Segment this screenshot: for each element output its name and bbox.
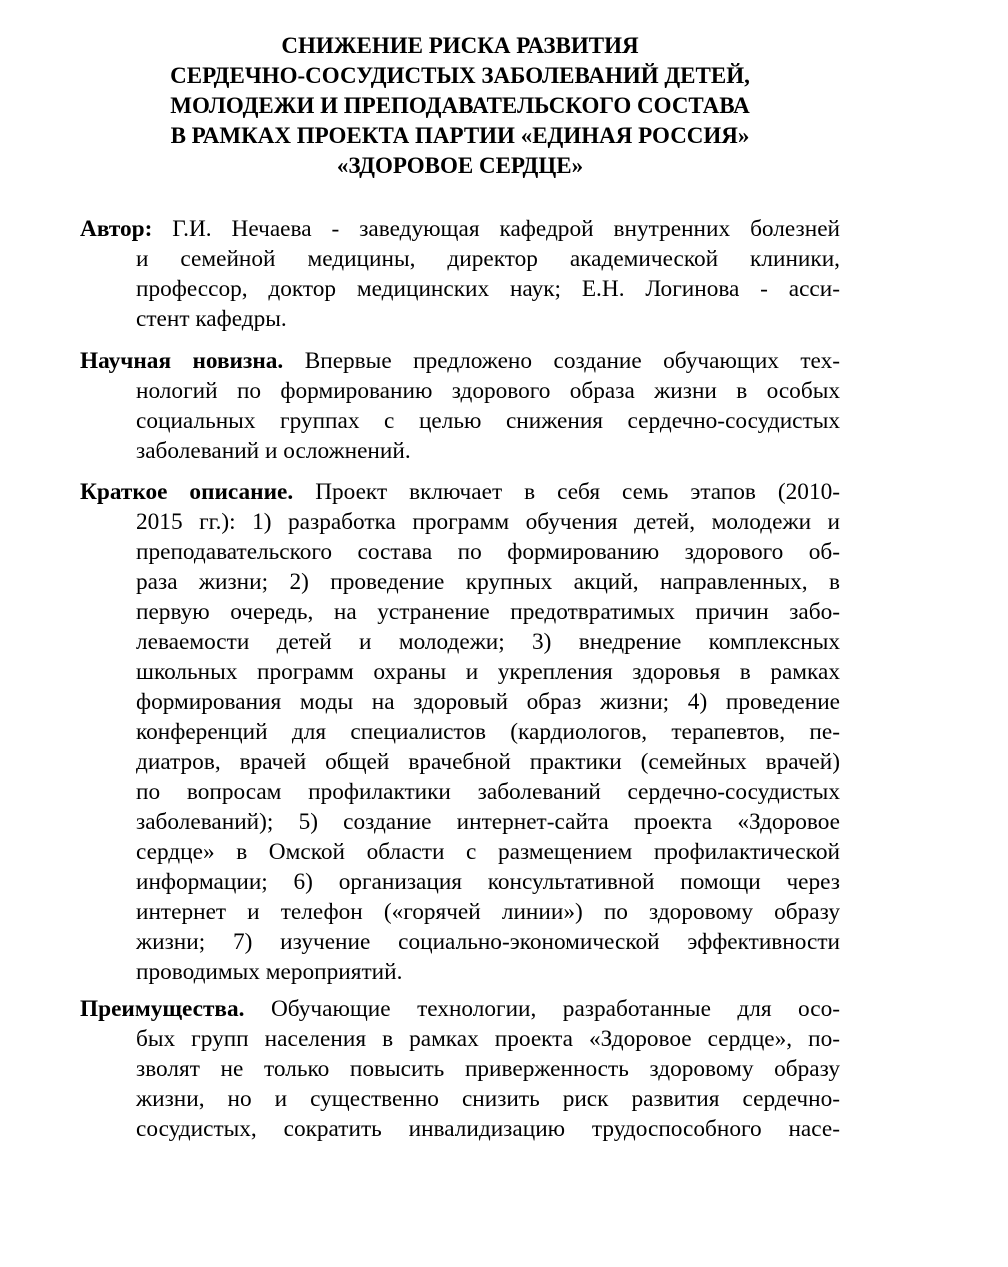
section-line: первую очередь, на устранение предотвратимых причин забо- (136, 599, 840, 625)
section-text: Впервые предложено создание обучающих тех- (304, 348, 840, 374)
section-text: Проект включает в себя семь этапов (2010- (315, 479, 840, 505)
section-line: сердце» в Омской области с размещением профилактической (136, 839, 840, 865)
title-line: В РАМКАХ ПРОЕКТА ПАРТИИ «ЕДИНАЯ РОССИЯ» (170, 123, 750, 148)
title-line: «ЗДОРОВОЕ СЕРДЦЕ» (336, 153, 584, 178)
section-line: бых групп населения в рамках проекта «Здоровое сердце», по- (136, 1026, 840, 1052)
section-line: стент кафедры. (136, 306, 287, 332)
novelty-section (80, 346, 840, 466)
section-label: Преимущества. (80, 996, 245, 1022)
section-line: сосудистых, сократить инвалидизацию трудоспособного насе- (136, 1116, 840, 1142)
section-line: школьных программ охраны и укрепления здоровья в рамках (136, 659, 840, 685)
summary-section (80, 477, 840, 987)
section-line: профессор, доктор медицинских наук; Е.Н. Логинова - асси- (136, 276, 840, 302)
section-line: социальных группах с целью снижения сердечно-сосудистых (136, 408, 840, 434)
section-first-line (80, 994, 840, 1024)
document-title (80, 31, 840, 181)
section-line: интернет и телефон («горячей линии») по здоровому образу (136, 899, 840, 925)
section-line: преподавательского состава по формированию здорового об- (136, 539, 840, 565)
section-line: и семейной медицины, директор академической клиники, (136, 246, 840, 272)
title-line: МОЛОДЕЖИ И ПРЕПОДАВАТЕЛЬСКОГО СОСТАВА (170, 93, 750, 118)
section-label: Краткое описание. (80, 479, 294, 505)
section-line: раза жизни; 2) проведение крупных акций, направленных, в (136, 569, 840, 595)
section-line: нологий по формированию здорового образа жизни в особых (136, 378, 840, 404)
section-line: зволят не только повысить приверженность здоровому образу (136, 1056, 840, 1082)
author-section (80, 214, 840, 334)
section-line: информации; 6) организация консультативной помощи через (136, 869, 840, 895)
advantages-section (80, 994, 840, 1144)
section-line: жизни, но и существенно снизить риск развития сердечно- (136, 1086, 840, 1112)
section-line: 2015 гг.): 1) разработка программ обучения детей, молодежи и (136, 509, 840, 535)
section-label: Автор: (80, 216, 153, 242)
section-line: леваемости детей и молодежи; 3) внедрение комплексных (136, 629, 840, 655)
section-line: формирования моды на здоровый образ жизни; 4) проведение (136, 689, 840, 715)
section-line: заболеваний); 5) создание интернет-сайта проекта «Здоровое (136, 809, 840, 835)
section-text: Обучающие технологии, разработанные для осо- (270, 996, 840, 1022)
section-line: заболеваний и осложнений. (136, 438, 411, 464)
section-first-line (80, 214, 840, 244)
section-label: Научная новизна. (80, 348, 284, 374)
section-text: Г.И. Нечаева - заведующая кафедрой внутренних болезней (172, 216, 840, 242)
section-line: по вопросам профилактики заболеваний сердечно-сосудистых (136, 779, 840, 805)
section-first-line (80, 477, 840, 507)
section-line: диатров, врачей общей врачебной практики (семейных врачей) (136, 749, 840, 775)
title-line: СНИЖЕНИЕ РИСКА РАЗВИТИЯ (281, 33, 639, 58)
section-first-line (80, 346, 840, 376)
title-line: СЕРДЕЧНО-СОСУДИСТЫХ ЗАБОЛЕВАНИЙ ДЕТЕЙ, (170, 63, 750, 88)
section-line: конференций для специалистов (кардиологов, терапевтов, пе- (136, 719, 840, 745)
section-line: проводимых мероприятий. (136, 959, 403, 985)
section-line: жизни; 7) изучение социально-экономической эффективности (136, 929, 840, 955)
